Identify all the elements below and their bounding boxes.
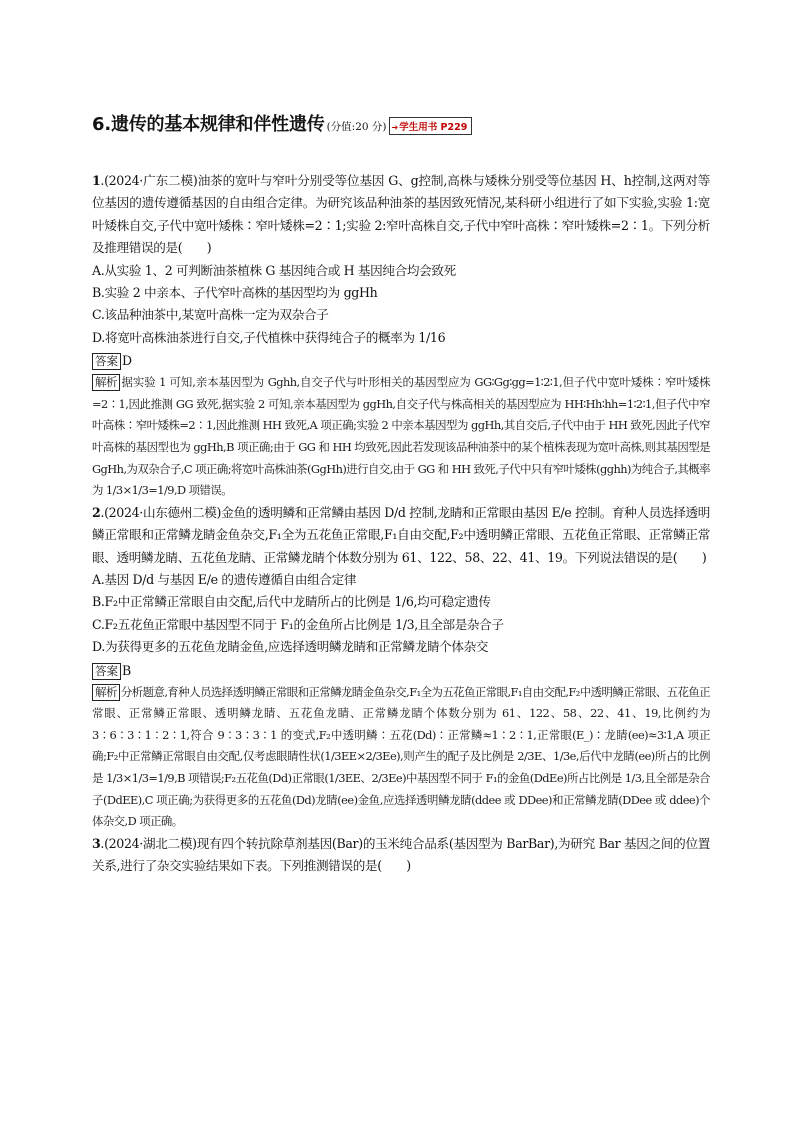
question-number: 1 xyxy=(92,173,101,188)
question-1-answer xyxy=(92,350,710,372)
question-text: .(2024·湖北二模)现有四个转抗除草剂基因(Bar)的玉米纯合品系(基因型为 BarBar),为研究 Bar 基因之间的位置关系,进行了杂交实验结果如下表。下列推测错误的是( ) xyxy=(92,835,710,874)
answer-tag: 答案 xyxy=(92,353,121,370)
question-list xyxy=(92,170,710,878)
question-2-option-d: D.为获得更多的五花鱼龙睛金鱼,应选择透明鳞龙睛和正常鳞龙睛个体杂交 xyxy=(92,639,489,655)
question-1-option-b: B.实验 2 中亲本、子代窄叶高株的基因型均为 ggHh xyxy=(92,285,378,301)
section-header xyxy=(92,108,710,136)
analysis-text: 据实验 1 可知,亲本基因型为 Gghh,自交子代与叶形相关的基因型应为 GG∶Gg∶gg=1∶2∶1,但子代中宽叶矮株∶窄叶矮株=2∶1,因此推测 GG 致死,据实验 2 可知,亲本基因型为 ggHh,自交子代与株高相关的基因型应为 HH∶Hh∶hh=1∶2∶1,但子代中窄叶高株∶窄叶矮株=2∶1,因此推测 HH 致死,A 项正确;实验 2 中亲本基因型为 ggHh,其自交后,子代中由于 HH 致死,因此子代窄叶高株的基因型也为 ggHh,B 项正确;由于 GG 和 HH 均致死,因此若发现该品种油茶中的某个植株表现为宽叶高株,则其基因型是 GgHh,为双杂合子,C 项正确;将宽叶高株油茶(GgHh)进行自交,由于 GG 和 HH 致死,子代中只有窄叶矮株(gghh)为纯合子,其概率为 1/3×1/3=1/9,D 项错误。 xyxy=(92,375,710,498)
analysis-text: 分析题意,育种人员选择透明鳞正常眼和正常鳞龙睛金鱼杂交,F₁全为五花鱼正常眼,F₁自由交配,F₂中透明鳞正常眼、五花鱼正常眼、正常鳞正常眼、透明鳞龙睛、五花鱼龙睛、正常鳞龙睛个体数分别为 61、122、58、22、41、19,比例约为 3∶6∶3∶1∶2∶1,符合 9∶3∶3∶1 的变式,F₂中透明鳞∶五花(Dd)∶正常鳞≈1∶2∶1,正常眼(E_)∶龙睛(ee)≈3∶1,A 项正确;F₂中正常鳞正常眼自由交配,仅考虑眼睛性状(1/3EE×2/3Ee),则产生的配子及比例是 2/3E、1/3e,后代中龙睛(ee)所占的比例是 1/3×1/3=1/9,B 项错误;F₂五花鱼(Dd)正常眼(1/3EE、2/3Ee)中基因型不同于 F₁的金鱼(DdEe)所占比例是 1/3,且全部是杂合子(DdEE),C 项正确;为获得更多的五花鱼(Dd)龙睛(ee)金鱼,应选择透明鳞龙睛(ddee 或 DDee)和正常鳞龙睛(DDee 或 ddee)个体杂交,D 项正确。 xyxy=(92,684,710,829)
answer-tag: 答案 xyxy=(92,663,121,680)
question-2-stem xyxy=(92,502,710,569)
analysis-tag: 解析 xyxy=(92,684,120,701)
question-2-answer xyxy=(92,660,710,682)
ref-label: 学生用书 P229 xyxy=(399,122,468,133)
question-1-option-d: D.将宽叶高株油茶进行自交,子代植株中获得纯合子的概率为 1/16 xyxy=(92,329,446,345)
analysis-tag: 解析 xyxy=(92,374,120,391)
question-number: 2 xyxy=(92,504,101,520)
question-3-stem xyxy=(92,833,710,878)
question-1-option-c: C.该品种油茶中,某宽叶高株一定为双杂合子 xyxy=(92,307,329,323)
question-1-option-a: A.从实验 1、2 可判断油茶植株 G 基因纯合或 H 基因纯合均会致死 xyxy=(92,262,456,278)
question-text: .(2024·山东德州二模)金鱼的透明鳞和正常鳞由基因 D/d 控制,龙睛和正常眼由基因 E/e 控制。育种人员选择透明鳞正常眼和正常鳞龙睛金鱼杂交,F₁全为五花鱼正常眼,F₁自由交配,F₂中透明鳞正常眼、五花鱼正常眼、正常鳞正常眼、透明鳞龙睛、五花鱼龙睛、正常鳞龙睛个体数分别为 61、122、58、22、41、19。下列说法错误的是( ) xyxy=(92,504,710,565)
answer-value: B xyxy=(122,662,132,678)
question-number: 3 xyxy=(92,835,101,851)
page-title: 6.遗传的基本规律和伴性遗传 xyxy=(92,114,325,135)
question-2-option-c: C.F₂五花鱼正常眼中基因型不同于 F₁的金鱼所占比例是 1/3,且全部是杂合子 xyxy=(92,616,504,632)
question-1-analysis xyxy=(92,372,710,502)
answer-value: D xyxy=(122,353,133,369)
question-2-option-a: A.基因 D/d 与基因 E/e 的遗传遵循自由组合定律 xyxy=(92,572,357,588)
question-1-stem xyxy=(92,170,710,260)
question-text: .(2024·广东二模)油茶的宽叶与窄叶分别受等位基因 G、g控制,高株与矮株分别受等位基因 H、h控制,这两对等位基因的遗传遵循基因的自由组合定律。为研究该品种油茶的基因致死情况,某科研小组进行了如下实验,实验 1:宽叶矮株自交,子代中宽叶矮株∶窄叶矮株=2∶1;实验 2:窄叶高株自交,子代中窄叶高株∶窄叶矮株=2∶1。下列分析及推理错误的是( ) xyxy=(92,173,710,256)
arrow-right-icon: ➔ xyxy=(391,123,399,132)
score-note: (分值:20 分) xyxy=(326,121,387,133)
student-book-ref[interactable] xyxy=(389,117,473,135)
question-2-option-b: B.F₂中正常鳞正常眼自由交配,后代中龙睛所占的比例是 1/6,均可稳定遗传 xyxy=(92,594,491,610)
question-2-analysis xyxy=(92,682,710,833)
